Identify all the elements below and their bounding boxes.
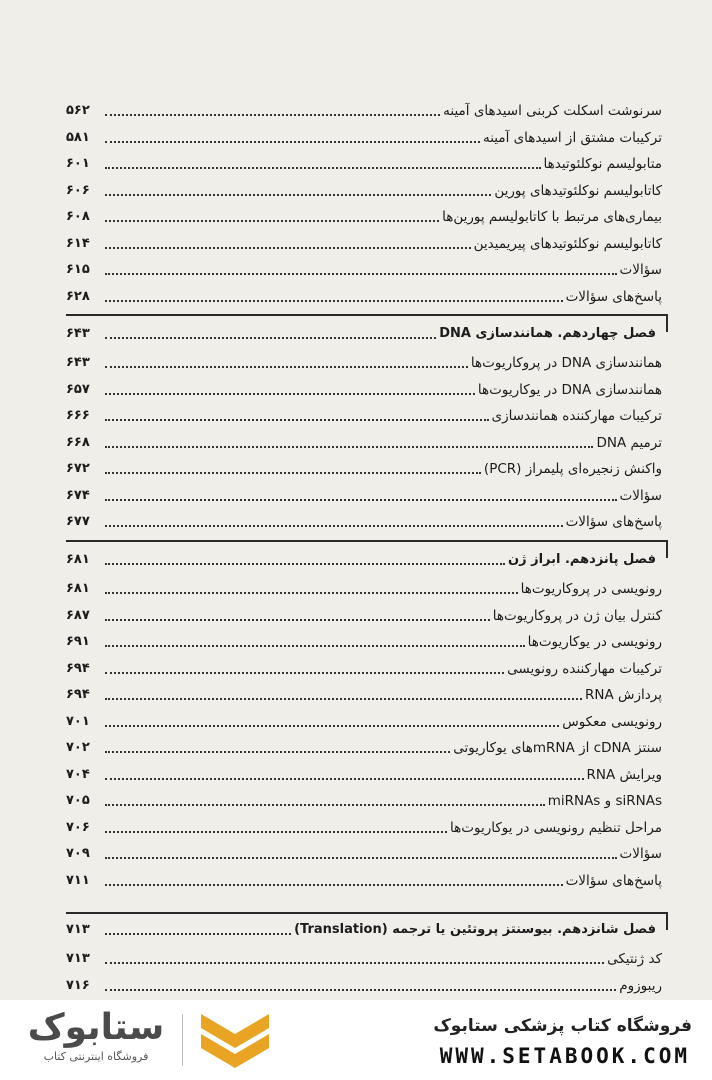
page-number: ۶۸۱ xyxy=(66,552,90,567)
dot-leader xyxy=(105,472,481,474)
page-number: ۶۵۷ xyxy=(66,381,90,397)
chapter-heading xyxy=(66,547,662,569)
chapter-divider xyxy=(66,912,668,914)
entry-title: کاتابولیسم نوکلئوتیدهای پورین xyxy=(494,182,662,199)
toc-entry xyxy=(66,709,662,731)
toc-entry xyxy=(66,815,662,837)
entry-title: ویرایش RNA xyxy=(586,766,662,783)
entry-title: همانندسازی DNA در پروکاریوت‌ها xyxy=(470,355,662,371)
entry-title: کاتابولیسم نوکلئوتیدهای پیریمیدین xyxy=(473,235,662,252)
toc-entry xyxy=(66,509,662,531)
toc-entry xyxy=(66,98,662,120)
entry-title: ترکیبات مشتق از اسیدهای آمینه xyxy=(482,129,662,146)
toc-entry xyxy=(66,284,662,306)
page-number: ۷۱۱ xyxy=(66,872,90,888)
toc-entry xyxy=(66,603,662,625)
page-number: ۶۱۴ xyxy=(66,235,90,251)
page-number: ۶۲۸ xyxy=(66,288,90,304)
entry-title: ترکیبات مهارکننده همانندسازی xyxy=(491,408,662,424)
chapter-title: فصل شانزدهم. بیوسنتز پروتئین یا ترجمه (Translation) xyxy=(294,922,656,937)
chapter-divider xyxy=(66,314,668,316)
toc-entry xyxy=(66,973,662,995)
dot-leader xyxy=(105,300,563,302)
entry-title: رونویسی در پروکاریوت‌ها xyxy=(520,581,662,597)
dot-leader xyxy=(105,778,584,780)
page-number: ۷۰۴ xyxy=(66,766,90,782)
dot-leader xyxy=(105,672,504,674)
dot-leader xyxy=(105,804,545,806)
page-number: ۷۱۳ xyxy=(66,922,90,937)
page-number: ۶۴۳ xyxy=(66,355,90,370)
logo-divider xyxy=(182,1014,183,1066)
dot-leader xyxy=(105,247,471,249)
page-number: ۶۴۳ xyxy=(66,326,90,341)
dot-leader xyxy=(105,525,563,527)
dot-leader xyxy=(105,698,582,700)
page-number: ۶۷۷ xyxy=(66,514,90,529)
dot-leader xyxy=(105,366,468,368)
page-number: ۶۱۵ xyxy=(66,262,90,277)
page-number: ۷۰۱ xyxy=(66,713,90,729)
entry-title: بیماری‌های مرتبط با کاتابولیسم پورین‌ها xyxy=(442,209,662,225)
toc-entry xyxy=(66,682,662,704)
dot-leader xyxy=(105,751,450,753)
page-number: ۷۰۶ xyxy=(66,819,90,835)
dot-leader xyxy=(105,419,489,421)
entry-title: پاسخ‌های سؤالات xyxy=(565,872,662,889)
toc-entry xyxy=(66,403,662,425)
toc-entry xyxy=(66,178,662,200)
page-number: ۷۱۳ xyxy=(66,951,90,966)
dot-leader xyxy=(105,933,291,935)
dot-leader xyxy=(105,619,490,621)
page-number: ۶۸۱ xyxy=(66,581,90,596)
dot-leader xyxy=(105,592,518,594)
entry-title: پردازش RNA xyxy=(585,687,662,703)
toc-entry xyxy=(66,231,662,253)
toc-entry xyxy=(66,576,662,598)
entry-title: ترمیم DNA xyxy=(596,434,662,451)
page-number: ۶۶۸ xyxy=(66,434,90,450)
entry-title: سؤالات xyxy=(619,846,662,862)
chapter-bracket xyxy=(666,540,668,558)
toc-entry xyxy=(66,788,662,810)
toc-entry xyxy=(66,125,662,147)
toc-entry xyxy=(66,841,662,863)
store-footer xyxy=(0,1000,712,1080)
page-number: ۶۷۲ xyxy=(66,461,90,476)
toc-entry xyxy=(66,377,662,399)
dot-leader xyxy=(105,962,604,964)
dot-leader xyxy=(105,499,617,501)
toc-entry xyxy=(66,430,662,452)
entry-title: سرنوشت اسکلت کربنی اسیدهای آمینه xyxy=(443,103,662,119)
toc-entry xyxy=(66,762,662,784)
page-number: ۶۸۷ xyxy=(66,607,90,623)
store-name: فروشگاه کتاب پزشکی ستابوک xyxy=(433,1016,692,1036)
entry-title: پاسخ‌های سؤالات xyxy=(565,514,662,530)
chapter-divider xyxy=(66,540,668,542)
entry-title: سؤالات xyxy=(619,262,662,278)
dot-leader xyxy=(105,167,541,169)
page-number: ۵۸۱ xyxy=(66,129,90,145)
dot-leader xyxy=(105,141,480,143)
toc-entry xyxy=(66,656,662,678)
toc-entry xyxy=(66,350,662,372)
dot-leader xyxy=(105,857,617,859)
dot-leader xyxy=(105,884,563,886)
entry-title: سنتز cDNA از mRNAهای یوکاریوتی xyxy=(453,740,662,756)
entry-title: واکنش زنجیره‌ای پلیمراز (PCR) xyxy=(483,461,662,477)
dot-leader xyxy=(105,831,447,833)
setabook-chevron-logo-icon xyxy=(195,1010,275,1072)
entry-title: ریبوزوم xyxy=(619,977,662,994)
page-number: ۷۱۶ xyxy=(66,977,90,993)
logo-subtitle: فروشگاه اینترنتی کتاب xyxy=(43,1050,149,1063)
page-number: ۷۰۲ xyxy=(66,740,90,755)
entry-title: سؤالات xyxy=(619,487,662,504)
entry-title: رونویسی در یوکاریوت‌ها xyxy=(527,634,662,650)
dot-leader xyxy=(105,563,505,565)
page-number: ۷۰۵ xyxy=(66,793,90,808)
page-number: ۶۰۱ xyxy=(66,156,90,171)
dot-leader xyxy=(105,194,491,196)
toc-entry xyxy=(66,868,662,890)
dot-leader xyxy=(105,989,616,991)
toc-entry xyxy=(66,456,662,478)
store-url[interactable]: WWW.SETABOOK.COM xyxy=(439,1044,690,1068)
page-number: ۶۰۶ xyxy=(66,182,90,198)
toc-entry xyxy=(66,257,662,279)
chapter-heading xyxy=(66,917,662,939)
logo-wordmark: ستابوک xyxy=(27,1007,165,1048)
dot-leader xyxy=(105,446,593,448)
dot-leader xyxy=(105,337,436,339)
dot-leader xyxy=(105,393,475,395)
entry-title: رونویسی معکوس xyxy=(562,713,662,730)
toc-entry xyxy=(66,204,662,226)
chapter-title: فصل چهاردهم. همانندسازی DNA xyxy=(439,326,656,341)
page-number: ۶۹۱ xyxy=(66,634,90,649)
toc-entry xyxy=(66,735,662,757)
toc-entry xyxy=(66,946,662,968)
entry-title: کنترل بیان ژن در پروکاریوت‌ها xyxy=(492,607,662,624)
page-number: ۷۰۹ xyxy=(66,846,90,861)
dot-leader xyxy=(105,645,525,647)
dot-leader xyxy=(105,114,440,116)
toc-entry xyxy=(66,629,662,651)
page-number: ۶۹۴ xyxy=(66,687,90,702)
chapter-bracket xyxy=(666,912,668,930)
entry-title: کد ژنتیکی xyxy=(607,951,662,967)
page-number: ۶۷۴ xyxy=(66,487,90,503)
entry-title: siRNAs و miRNAs xyxy=(547,793,662,809)
page-number: ۶۶۶ xyxy=(66,408,90,423)
entry-title: مراحل تنظیم رونویسی در یوکاریوت‌ها xyxy=(450,819,662,836)
entry-title: همانندسازی DNA در یوکاریوت‌ها xyxy=(477,381,662,398)
entry-title: ترکیبات مهارکننده رونویسی xyxy=(507,660,662,677)
dot-leader xyxy=(105,725,559,727)
page-number: ۶۹۴ xyxy=(66,660,90,676)
page-number: ۵۶۲ xyxy=(66,103,90,118)
chapter-bracket xyxy=(666,314,668,332)
chapter-heading xyxy=(66,321,662,343)
page-number: ۶۰۸ xyxy=(66,209,90,224)
entry-title: پاسخ‌های سؤالات xyxy=(565,288,662,305)
dot-leader xyxy=(105,273,617,275)
dot-leader xyxy=(105,220,439,222)
toc-entry xyxy=(66,483,662,505)
toc-entry xyxy=(66,151,662,173)
entry-title: متابولیسم نوکلئوتیدها xyxy=(543,156,662,172)
chapter-title: فصل پانزدهم. ابراز ژن xyxy=(508,552,656,567)
